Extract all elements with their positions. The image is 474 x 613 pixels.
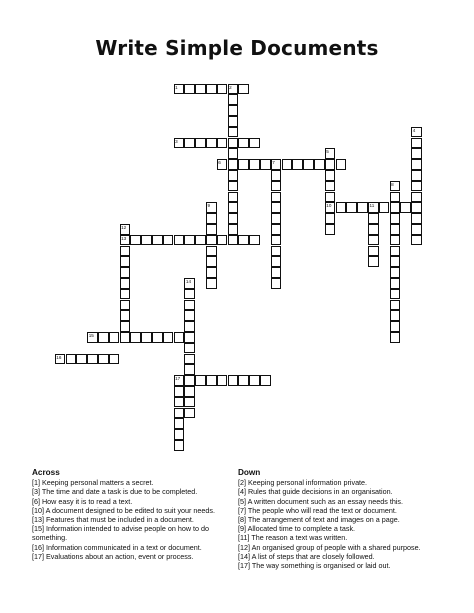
cell-number: 4 bbox=[412, 127, 416, 133]
grid-cell[interactable] bbox=[141, 235, 152, 246]
grid-cell[interactable] bbox=[228, 116, 239, 127]
grid-cell[interactable] bbox=[206, 213, 217, 224]
grid-cell[interactable] bbox=[325, 202, 336, 213]
grid-cell[interactable] bbox=[249, 159, 260, 170]
grid-cell[interactable] bbox=[120, 289, 131, 300]
grid-cell[interactable] bbox=[184, 321, 195, 332]
grid-cell[interactable] bbox=[238, 138, 249, 149]
grid-cell[interactable] bbox=[314, 159, 325, 170]
grid-cell[interactable] bbox=[184, 84, 195, 95]
cell-number: 16 bbox=[56, 354, 62, 360]
puzzle-title: Write Simple Documents bbox=[95, 36, 379, 60]
grid-cell[interactable] bbox=[400, 202, 411, 213]
grid-cell[interactable] bbox=[174, 386, 185, 397]
grid-cell[interactable] bbox=[206, 235, 217, 246]
grid-cell[interactable] bbox=[271, 192, 282, 203]
grid-cell[interactable] bbox=[120, 267, 131, 278]
across-clues bbox=[32, 468, 232, 561]
grid-cell[interactable] bbox=[87, 354, 98, 365]
grid-cell[interactable] bbox=[66, 354, 77, 365]
grid-cell[interactable] bbox=[120, 224, 131, 235]
clue-down-7: [7] The people who will read the text or document. bbox=[238, 505, 397, 515]
grid-cell[interactable] bbox=[55, 354, 66, 365]
grid-cell[interactable] bbox=[228, 159, 239, 170]
grid-cell[interactable] bbox=[109, 354, 120, 365]
clue-across-1: [1] Keeping personal matters a secret. bbox=[32, 478, 154, 488]
grid-cell[interactable] bbox=[325, 192, 336, 203]
grid-cell[interactable] bbox=[174, 408, 185, 419]
grid-cell[interactable] bbox=[411, 192, 422, 203]
grid-cell[interactable] bbox=[336, 202, 347, 213]
grid-cell[interactable] bbox=[174, 429, 185, 440]
grid-cell[interactable] bbox=[390, 202, 401, 213]
grid-cell[interactable] bbox=[368, 235, 379, 246]
grid-cell[interactable] bbox=[228, 105, 239, 116]
grid-cell[interactable] bbox=[271, 278, 282, 289]
grid-cell[interactable] bbox=[390, 181, 401, 192]
grid-cell[interactable] bbox=[325, 181, 336, 192]
grid-cell[interactable] bbox=[249, 138, 260, 149]
grid-cell[interactable] bbox=[184, 289, 195, 300]
grid-cell[interactable] bbox=[238, 375, 249, 386]
grid-cell[interactable] bbox=[325, 148, 336, 159]
grid-cell[interactable] bbox=[130, 235, 141, 246]
cell-number: 6 bbox=[218, 160, 221, 166]
grid-cell[interactable] bbox=[152, 235, 163, 246]
grid-cell[interactable] bbox=[98, 332, 109, 343]
grid-cell[interactable] bbox=[184, 300, 195, 311]
grid-cell[interactable] bbox=[271, 246, 282, 257]
grid-cell[interactable] bbox=[174, 332, 185, 343]
clue-down-9: [9] Allocated time to complete a task. bbox=[238, 524, 356, 534]
grid-cell[interactable] bbox=[271, 181, 282, 192]
grid-cell[interactable] bbox=[206, 246, 217, 257]
grid-cell[interactable] bbox=[411, 181, 422, 192]
grid-cell[interactable] bbox=[120, 310, 131, 321]
grid-cell[interactable] bbox=[163, 235, 174, 246]
grid-cell[interactable] bbox=[368, 256, 379, 267]
grid-cell[interactable] bbox=[174, 138, 185, 149]
clue-across-17: [17] Evaluations about an action, event or process. bbox=[32, 551, 194, 561]
grid-cell[interactable] bbox=[184, 310, 195, 321]
down-heading: Down bbox=[238, 468, 261, 477]
grid-cell[interactable] bbox=[411, 202, 422, 213]
grid-cell[interactable] bbox=[390, 246, 401, 257]
clue-across-15: [15] Information intended to advise people on how to do something. bbox=[32, 524, 212, 543]
cell-number: 12 bbox=[121, 224, 127, 230]
grid-cell[interactable] bbox=[184, 138, 195, 149]
grid-cell[interactable] bbox=[271, 170, 282, 181]
grid-cell[interactable] bbox=[152, 332, 163, 343]
cell-number: 7 bbox=[272, 160, 275, 166]
grid-cell[interactable] bbox=[120, 246, 131, 257]
grid-cell[interactable] bbox=[184, 343, 195, 354]
grid-cell[interactable] bbox=[390, 321, 401, 332]
clue-across-3: [3] The time and date a task is due to be completed. bbox=[32, 487, 198, 497]
clue-down-14: [14] A list of steps that are closely followed. bbox=[238, 551, 375, 561]
grid-cell[interactable] bbox=[390, 235, 401, 246]
cell-number: 13 bbox=[121, 235, 127, 241]
grid-cell[interactable] bbox=[303, 159, 314, 170]
grid-cell[interactable] bbox=[325, 224, 336, 235]
grid-cell[interactable] bbox=[217, 84, 228, 95]
grid-cell[interactable] bbox=[368, 246, 379, 257]
grid-cell[interactable] bbox=[357, 202, 368, 213]
grid-cell[interactable] bbox=[206, 375, 217, 386]
grid-cell[interactable] bbox=[228, 213, 239, 224]
grid-cell[interactable] bbox=[174, 235, 185, 246]
cell-number: 3 bbox=[175, 138, 178, 144]
grid-cell[interactable] bbox=[346, 202, 357, 213]
grid-cell[interactable] bbox=[217, 375, 228, 386]
grid-cell[interactable] bbox=[174, 84, 185, 95]
grid-cell[interactable] bbox=[411, 138, 422, 149]
grid-cell[interactable] bbox=[174, 440, 185, 451]
grid-cell[interactable] bbox=[271, 235, 282, 246]
cell-number: 17 bbox=[175, 376, 181, 382]
grid-cell[interactable] bbox=[141, 332, 152, 343]
grid-cell[interactable] bbox=[120, 300, 131, 311]
grid-cell[interactable] bbox=[206, 267, 217, 278]
grid-cell[interactable] bbox=[228, 148, 239, 159]
grid-cell[interactable] bbox=[228, 181, 239, 192]
grid-cell[interactable] bbox=[195, 375, 206, 386]
grid-cell[interactable] bbox=[368, 213, 379, 224]
grid-cell[interactable] bbox=[228, 192, 239, 203]
grid-cell[interactable] bbox=[228, 202, 239, 213]
grid-cell[interactable] bbox=[184, 408, 195, 419]
clue-down-12: [12] An organised group of people with a shared purpose. bbox=[238, 542, 421, 552]
grid-cell[interactable] bbox=[98, 354, 109, 365]
grid-cell[interactable] bbox=[174, 418, 185, 429]
grid-cell[interactable] bbox=[292, 159, 303, 170]
grid-cell[interactable] bbox=[390, 192, 401, 203]
grid-cell[interactable] bbox=[206, 84, 217, 95]
grid-cell[interactable] bbox=[411, 170, 422, 181]
grid-cell[interactable] bbox=[271, 267, 282, 278]
clue-down-8: [8] The arrangement of text and images on a page. bbox=[238, 515, 400, 525]
clue-down-17: [17] The way something is organised or laid out. bbox=[238, 561, 391, 571]
clue-down-5: [5] A written document such as an essay needs this. bbox=[238, 496, 404, 506]
grid-cell[interactable] bbox=[206, 224, 217, 235]
grid-cell[interactable] bbox=[109, 332, 120, 343]
grid-cell[interactable] bbox=[379, 202, 390, 213]
grid-cell[interactable] bbox=[390, 224, 401, 235]
cell-number: 5 bbox=[326, 149, 329, 155]
grid-cell[interactable] bbox=[271, 224, 282, 235]
grid-cell[interactable] bbox=[120, 235, 131, 246]
grid-cell[interactable] bbox=[390, 289, 401, 300]
grid-cell[interactable] bbox=[390, 278, 401, 289]
grid-cell[interactable] bbox=[368, 224, 379, 235]
grid-cell[interactable] bbox=[163, 332, 174, 343]
cell-number: 15 bbox=[88, 332, 94, 338]
clue-across-16: [16] Information communicated in a text or document. bbox=[32, 542, 202, 552]
grid-cell[interactable] bbox=[217, 235, 228, 246]
grid-cell[interactable] bbox=[228, 375, 239, 386]
clue-across-6: [6] How easy it is to read a text. bbox=[32, 496, 133, 506]
grid-cell[interactable] bbox=[228, 170, 239, 181]
grid-cell[interactable] bbox=[325, 170, 336, 181]
grid-cell[interactable] bbox=[228, 127, 239, 138]
grid-cell[interactable] bbox=[260, 375, 271, 386]
grid-cell[interactable] bbox=[184, 397, 195, 408]
grid-cell[interactable] bbox=[130, 332, 141, 343]
grid-cell[interactable] bbox=[249, 375, 260, 386]
grid-cell[interactable] bbox=[411, 148, 422, 159]
grid-cell[interactable] bbox=[271, 202, 282, 213]
grid-cell[interactable] bbox=[120, 278, 131, 289]
grid-cell[interactable] bbox=[206, 278, 217, 289]
grid-cell[interactable] bbox=[271, 159, 282, 170]
grid-cell[interactable] bbox=[390, 332, 401, 343]
grid-cell[interactable] bbox=[228, 84, 239, 95]
grid-cell[interactable] bbox=[238, 235, 249, 246]
grid-cell[interactable] bbox=[336, 159, 347, 170]
clue-across-13: [13] Features that must be included in a document. bbox=[32, 515, 194, 525]
grid-cell[interactable] bbox=[390, 267, 401, 278]
clue-across-10: [10] A document designed to be edited to suit your needs. bbox=[32, 505, 216, 515]
grid-cell[interactable] bbox=[184, 375, 195, 386]
grid-cell[interactable] bbox=[217, 159, 228, 170]
grid-cell[interactable] bbox=[271, 256, 282, 267]
grid-cell[interactable] bbox=[228, 224, 239, 235]
grid-cell[interactable] bbox=[195, 235, 206, 246]
cell-number: 9 bbox=[207, 203, 211, 209]
grid-cell[interactable] bbox=[87, 332, 98, 343]
cell-number: 1 bbox=[175, 84, 178, 90]
cell-number: 8 bbox=[391, 181, 394, 187]
grid-cell[interactable] bbox=[411, 224, 422, 235]
grid-cell[interactable] bbox=[184, 235, 195, 246]
grid-cell[interactable] bbox=[184, 332, 195, 343]
grid-cell[interactable] bbox=[76, 354, 87, 365]
grid-cell[interactable] bbox=[184, 386, 195, 397]
grid-cell[interactable] bbox=[228, 138, 239, 149]
grid-cell[interactable] bbox=[325, 159, 336, 170]
grid-cell[interactable] bbox=[174, 397, 185, 408]
grid-cell[interactable] bbox=[411, 235, 422, 246]
cell-number: 2 bbox=[229, 84, 232, 90]
grid-cell[interactable] bbox=[271, 213, 282, 224]
clue-down-4: [4] Rules that guide decisions in an organisation. bbox=[238, 487, 393, 497]
clue-down-2: [2] Keeping personal information private. bbox=[238, 478, 368, 488]
down-clues bbox=[238, 468, 448, 570]
grid-cell[interactable] bbox=[411, 127, 422, 138]
grid-cell[interactable] bbox=[228, 235, 239, 246]
grid-cell[interactable] bbox=[195, 138, 206, 149]
cell-number: 10 bbox=[326, 203, 332, 209]
grid-cell[interactable] bbox=[184, 364, 195, 375]
grid-cell[interactable] bbox=[174, 375, 185, 386]
cell-number: 14 bbox=[185, 278, 192, 284]
grid-cell[interactable] bbox=[325, 213, 336, 224]
grid-cell[interactable] bbox=[390, 310, 401, 321]
clue-down-11: [11] The reason a text was written. bbox=[238, 533, 348, 543]
across-heading: Across bbox=[32, 468, 60, 477]
grid-cell[interactable] bbox=[238, 84, 249, 95]
grid-cell[interactable] bbox=[411, 159, 422, 170]
grid-cell[interactable] bbox=[368, 202, 379, 213]
grid-cell[interactable] bbox=[411, 213, 422, 224]
grid-cell[interactable] bbox=[184, 278, 195, 289]
grid-cell[interactable] bbox=[120, 332, 131, 343]
grid-cell[interactable] bbox=[217, 138, 228, 149]
grid-cell[interactable] bbox=[206, 202, 217, 213]
grid-cell[interactable] bbox=[390, 256, 401, 267]
grid-cell[interactable] bbox=[120, 256, 131, 267]
grid-cell[interactable] bbox=[184, 354, 195, 365]
grid-cell[interactable] bbox=[206, 256, 217, 267]
grid-cell[interactable] bbox=[282, 159, 293, 170]
grid-cell[interactable] bbox=[195, 84, 206, 95]
grid-cell[interactable] bbox=[120, 321, 131, 332]
grid-cell[interactable] bbox=[390, 300, 401, 311]
grid-cell[interactable] bbox=[390, 213, 401, 224]
grid-cell[interactable] bbox=[206, 138, 217, 149]
grid-cell[interactable] bbox=[238, 159, 249, 170]
grid-cell[interactable] bbox=[228, 94, 239, 105]
cell-number: 11 bbox=[369, 203, 375, 209]
grid-cell[interactable] bbox=[249, 235, 260, 246]
grid-cell[interactable] bbox=[260, 159, 271, 170]
